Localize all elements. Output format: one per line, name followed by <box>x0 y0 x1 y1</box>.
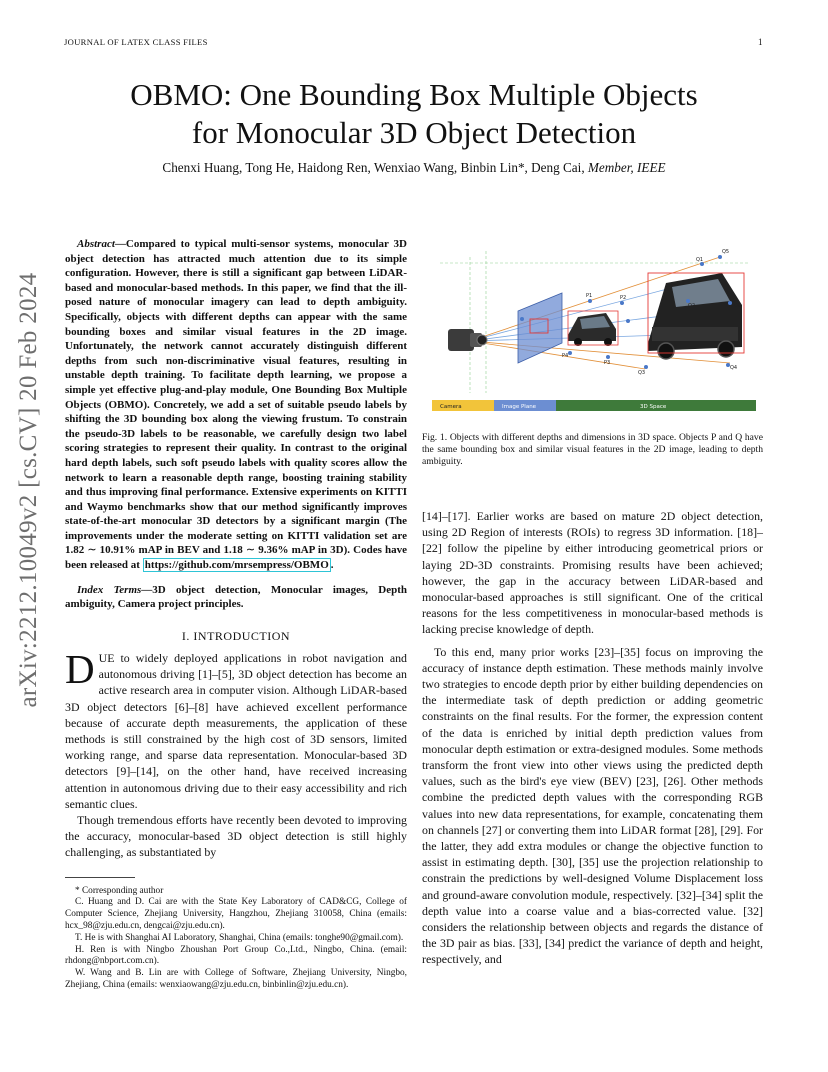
car-p-icon <box>568 313 616 346</box>
index-terms-text: —3D object detection, Monocular images, Depth ambiguity, Camera project principles. <box>65 583 407 611</box>
label-p3: P3 <box>604 360 611 366</box>
page-number: 1 <box>758 37 763 47</box>
figure-legend <box>432 400 756 411</box>
abstract-end: . <box>330 559 334 572</box>
footnote-rule <box>65 877 135 878</box>
index-terms <box>65 583 407 612</box>
authors-suffix: Member, IEEE <box>587 160 666 175</box>
section-heading-introduction: I. INTRODUCTION <box>181 628 291 643</box>
label-q4: Q4 <box>730 365 738 371</box>
right-paragraph-1: [14]–[17]. Earlier works are based on mature 2D object detection, using 2D Region of interests (ROIs) to regress 3D information. [18]–[22] follow the pipeline by either introducing geometrical priors or laying 2D-3D constraints. Promising results have been achieved; however, the gap in the accuracy between LiDAR-based and monocular-based approaches is still significant. One of the critical reasons for the less competitiveness in monocular-based methods is lacking precise knowledge of depth. <box>422 509 763 637</box>
intro-paragraph-2: Though tremendous efforts have recently been devoted to improving the accuracy, monocular-based 3D object detection is still highly challenging, as substantiated by <box>65 813 407 860</box>
label-q5: Q5 <box>722 249 730 255</box>
arxiv-stamp <box>12 272 46 708</box>
label-q6: Q6 <box>734 303 742 309</box>
footnote-1: * Corresponding author <box>75 885 164 896</box>
right-paragraph-2: To this end, many prior works [23]–[35] focus on improving the accuracy of instance depth estimation. These methods mainly involve two strategies to encode depth prior by either building dependencies on the intermediate task of depth prediction or adding geometric constraints on the final results. For the former, the expression content of the data is enriched by initial depth prediction values from monocular depth estimation or extra-designed modules. Some methods transform the front view into other views using the predicted depth values, such as the bird's eye view (BEV) [23], [26]. Other methods combine the predicted depth values with the corresponding RGB values into new data representations, for example, concatenating them on channels [27] or converting them into LiDAR format [28], [29]. For the latter, they add extra modules or change the objective function to assist in estimating depth. [30], [35] use the projection relationship to constrain the predictions by well-designed Volume Displacement loss and ground-aware convolution module, respectively. [32]–[34] split the depth value into a coarse value and a bias-corrected value. [32] considers the relationship between objects and regards the distance of the 3D pair as bias. [33], [34] predict the variance of depth and height, respectively, and <box>422 644 763 967</box>
paper-title <box>90 76 738 152</box>
label-p2: P2 <box>620 295 627 301</box>
label-q2: Q2 <box>688 303 696 309</box>
legend-camera: Camera <box>440 404 462 410</box>
label-q1: Q1 <box>696 257 704 263</box>
code-link[interactable]: https://github.com/mrsempress/OBMO <box>144 559 329 572</box>
left-column <box>65 237 407 992</box>
footnote-3: T. He is with Shanghai AI Laboratory, Shanghai, China (emails: tonghe90@gmail.com). <box>75 932 404 943</box>
running-head: JOURNAL OF LATEX CLASS FILES <box>64 37 208 47</box>
intro-paragraph-1 <box>65 646 407 812</box>
figure-1-illustration <box>430 243 758 413</box>
image-plane-shape <box>518 293 562 363</box>
figure-1-caption: Fig. 1. Objects with different depths and dimensions in 3D space. Objects P and Q have the same bounding box and similar visual features in the 2D image, leading to depth ambiguity. <box>422 432 763 468</box>
car-q-icon <box>648 273 744 359</box>
title-line-2: for Monocular 3D Object Detection <box>191 115 637 150</box>
intro-p1-text: UE to widely deployed applications in robot navigation and autonomous driving [1]–[5], 3D object detection has become an active research area in computer vision. Although LiDAR-based 3D object detectors [6]–[8] have achieved excellent performance because of accurate depth measurements, the application of these methods is still constrained by the high cost of 3D sensors, limited working range, and sparse data representation. Monocular-based 3D detectors [9]–[14], on the other hand, have received increasing attention in autonomous driving due to their easy accessibility and rich semantic clues. <box>65 651 407 811</box>
footnotes <box>65 886 407 992</box>
footnote-4: H. Ren is with Ningbo Zhoushan Port Group Co.,Ltd., Ningbo, China. (email: rhdong@nbport.com.cn). <box>65 944 407 967</box>
footnote-2: C. Huang and D. Cai are with the State Key Laboratory of CAD&CG, College of Computer Science, Zhejiang University, Hangzhou, Zhejiang 310058, China (emails: hcx_98@zju.edu.cn, dengcai@zju.edu.cn). <box>65 897 407 932</box>
abstract <box>65 237 407 573</box>
legend-image-plane: Image Plane <box>502 404 537 410</box>
label-q3: Q3 <box>638 370 646 376</box>
figure-1 <box>430 243 758 413</box>
right-column <box>422 508 763 968</box>
label-p4: P4 <box>562 353 569 359</box>
legend-3d-space: 3D Space <box>640 404 667 410</box>
index-terms-lead: Index Terms <box>77 583 142 596</box>
author-list <box>80 160 748 176</box>
drop-cap: D <box>65 646 95 693</box>
label-p1: P1 <box>586 293 593 299</box>
abstract-text: —Compared to typical multi-sensor systems, monocular 3D object detection has attracted much attention due to its simple configuration. However, there is still a significant gap between LiDAR-based and monocular-based methods. In this paper, we find that the ill-posed nature of monocular imagery can lead to depth ambiguity. Specifically, objects with different depths can appear with the same bounding boxes and similar visual features in the 2D image. Unfortunately, the network cannot accurately distinguish different depths from such non-discriminative visual features, resulting in unstable depth training. To facilitate depth learning, we propose a simple yet effective plug-and-play module, One Bounding Box Multiple Objects (OBMO). Concretely, we add a set of suitable pseudo labels by shifting the 3D bounding box along the viewing frustum. To constrain the pseudo-3D labels to be reasonable, we carefully design two label scoring strategies to represent their quality. In contrast to the original hard depth labels, such soft pseudo labels with quality scores allow the network to learn a reasonable depth range, boosting training stability and thus improving final performance. Extensive experiments on KITTI and Waymo benchmarks show that our method significantly improves state-of-the-art monocular 3D detectors by a significant margin (The improvements under the moderate setting on KITTI validation set are 1.82 ∼ 10.91% mAP in BEV and 1.18 ∼ 9.36% mAP in 3D). Codes have been released at <box>65 238 407 572</box>
abstract-lead: Abstract <box>77 238 115 250</box>
footnote-5: W. Wang and B. Lin are with College of Software, Zhejiang University, Ningbo, Zhejiang, China (emails: wenxiaowang@zju.edu.cn, binbinlin@zju.edu.cn). <box>65 968 407 991</box>
authors-names: Chenxi Huang, Tong He, Haidong Ren, Wenxiao Wang, Binbin Lin*, Deng Cai, <box>162 160 585 175</box>
camera-icon <box>448 329 487 351</box>
arxiv-stamp-text: arXiv:2212.10049v2 [cs.CV] 20 Feb 2024 <box>15 272 42 708</box>
title-line-1: OBMO: One Bounding Box Multiple Objects <box>130 77 698 112</box>
